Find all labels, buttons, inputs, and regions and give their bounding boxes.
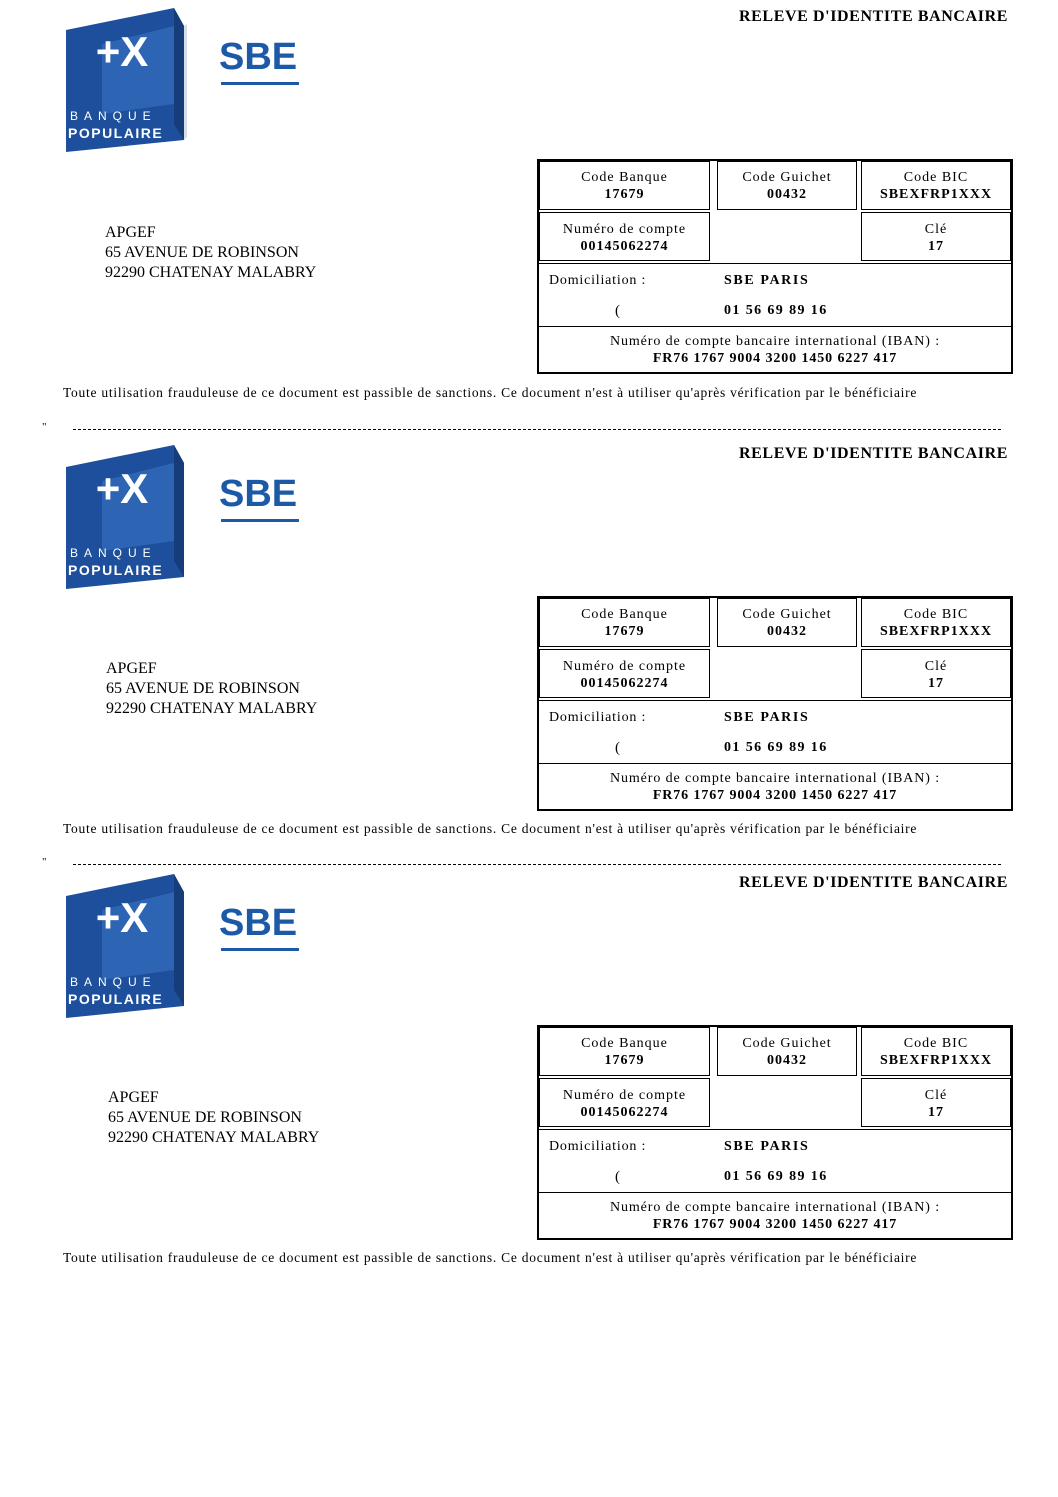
numero-compte-label: Numéro de compte bbox=[562, 1088, 687, 1103]
iban-cell bbox=[539, 770, 1011, 804]
phone-symbol: ( bbox=[615, 1169, 620, 1185]
phone-symbol: ( bbox=[615, 740, 620, 756]
document-title: RELEVE D'IDENTITE BANCAIRE bbox=[739, 8, 1008, 25]
code-guichet-value: 00432 bbox=[767, 187, 807, 202]
iban-label: Numéro de compte bancaire international (IBAN) : bbox=[609, 771, 941, 786]
cle-value: 17 bbox=[928, 676, 944, 691]
domiciliation-label: Domiciliation : bbox=[549, 710, 647, 725]
code-banque-cell bbox=[539, 1027, 710, 1076]
scissors-mark: " bbox=[42, 421, 47, 433]
code-bic-label: Code BIC bbox=[903, 607, 969, 622]
code-guichet-value: 00432 bbox=[767, 624, 807, 639]
document-title: RELEVE D'IDENTITE BANCAIRE bbox=[739, 445, 1008, 462]
domiciliation-value: SBE PARIS bbox=[724, 710, 810, 725]
code-guichet-value: 00432 bbox=[767, 1053, 807, 1068]
table-divider bbox=[539, 326, 1011, 327]
cle-label: Clé bbox=[924, 1088, 948, 1103]
code-bic-value: SBEXFRP1XXX bbox=[879, 1053, 993, 1068]
cle-cell bbox=[861, 649, 1011, 698]
rib-block-3 bbox=[0, 866, 1058, 1286]
numero-compte-value: 00145062274 bbox=[580, 676, 669, 691]
svg-text:BANQUE: BANQUE bbox=[70, 975, 157, 989]
rib-block-1 bbox=[0, 0, 1058, 420]
rib-block-2 bbox=[0, 437, 1058, 857]
domiciliation-value: SBE PARIS bbox=[724, 273, 810, 288]
code-guichet-cell bbox=[717, 161, 857, 210]
iban-label: Numéro de compte bancaire international (IBAN) : bbox=[609, 1200, 941, 1215]
code-bic-value: SBEXFRP1XXX bbox=[879, 624, 993, 639]
code-bic-cell bbox=[861, 161, 1011, 210]
code-banque-label: Code Banque bbox=[581, 607, 668, 622]
holder-address-line1: 65 AVENUE DE ROBINSON bbox=[106, 680, 300, 697]
document-title: RELEVE D'IDENTITE BANCAIRE bbox=[739, 874, 1008, 891]
svg-text:+X: +X bbox=[95, 28, 149, 75]
cle-cell bbox=[861, 212, 1011, 261]
cle-value: 17 bbox=[928, 1105, 944, 1120]
phone-number: 01 56 69 89 16 bbox=[724, 740, 828, 755]
code-banque-value: 17679 bbox=[604, 187, 645, 202]
holder-address-line1: 65 AVENUE DE ROBINSON bbox=[105, 244, 299, 261]
iban-label: Numéro de compte bancaire international (IBAN) : bbox=[609, 334, 941, 349]
brand-underline bbox=[221, 82, 299, 85]
sbe-brand: SBE bbox=[219, 36, 298, 78]
iban-cell bbox=[539, 333, 1011, 367]
cle-label: Clé bbox=[924, 659, 948, 674]
code-bic-cell bbox=[861, 598, 1011, 647]
brand-underline bbox=[221, 948, 299, 951]
holder-address bbox=[108, 1088, 319, 1148]
cle-cell bbox=[861, 1078, 1011, 1127]
banque-populaire-logo bbox=[62, 4, 187, 154]
numero-compte-label: Numéro de compte bbox=[562, 659, 687, 674]
dashed-line bbox=[73, 429, 1001, 430]
holder-name: APGEF bbox=[108, 1089, 159, 1106]
numero-compte-value: 00145062274 bbox=[580, 1105, 669, 1120]
svg-text:BANQUE: BANQUE bbox=[70, 546, 157, 560]
domiciliation-label: Domiciliation : bbox=[549, 273, 647, 288]
code-bic-label: Code BIC bbox=[903, 170, 969, 185]
code-guichet-label: Code Guichet bbox=[742, 170, 832, 185]
numero-compte-cell bbox=[539, 212, 710, 261]
phone-symbol: ( bbox=[615, 303, 620, 319]
svg-text:BANQUE: BANQUE bbox=[70, 109, 157, 123]
holder-address-line2: 92290 CHATENAY MALABRY bbox=[108, 1129, 320, 1146]
scissors-mark: " bbox=[42, 856, 47, 868]
holder-address-line2: 92290 CHATENAY MALABRY bbox=[105, 264, 317, 281]
bank-details-table bbox=[537, 1025, 1013, 1240]
holder-address-line2: 92290 CHATENAY MALABRY bbox=[106, 700, 318, 717]
bank-details-table bbox=[537, 159, 1013, 374]
table-divider bbox=[539, 763, 1011, 764]
bank-details-table bbox=[537, 596, 1013, 811]
holder-address-line1: 65 AVENUE DE ROBINSON bbox=[108, 1109, 302, 1126]
svg-text:POPULAIRE: POPULAIRE bbox=[68, 991, 164, 1007]
table-divider bbox=[539, 263, 1011, 264]
iban-value: FR76 1767 9004 3200 1450 6227 417 bbox=[652, 788, 898, 803]
domiciliation-label: Domiciliation : bbox=[549, 1139, 647, 1154]
dashed-line bbox=[73, 864, 1001, 865]
code-guichet-cell bbox=[717, 1027, 857, 1076]
holder-name: APGEF bbox=[106, 660, 157, 677]
code-banque-value: 17679 bbox=[604, 1053, 645, 1068]
cle-value: 17 bbox=[928, 239, 944, 254]
table-divider bbox=[539, 1129, 1011, 1130]
numero-compte-value: 00145062274 bbox=[580, 239, 669, 254]
cle-label: Clé bbox=[924, 222, 948, 237]
numero-compte-cell bbox=[539, 1078, 710, 1127]
numero-compte-label: Numéro de compte bbox=[562, 222, 687, 237]
banque-populaire-logo bbox=[62, 870, 187, 1020]
code-banque-value: 17679 bbox=[604, 624, 645, 639]
holder-address bbox=[105, 223, 316, 283]
table-divider bbox=[539, 700, 1011, 701]
code-bic-value: SBEXFRP1XXX bbox=[879, 187, 993, 202]
phone-number: 01 56 69 89 16 bbox=[724, 1169, 828, 1184]
svg-text:POPULAIRE: POPULAIRE bbox=[68, 562, 164, 578]
svg-text:+X: +X bbox=[95, 465, 149, 512]
code-bic-label: Code BIC bbox=[903, 1036, 969, 1051]
domiciliation-value: SBE PARIS bbox=[724, 1139, 810, 1154]
holder-address bbox=[106, 659, 317, 719]
code-bic-cell bbox=[861, 1027, 1011, 1076]
brand-underline bbox=[221, 519, 299, 522]
phone-number: 01 56 69 89 16 bbox=[724, 303, 828, 318]
table-divider bbox=[539, 1192, 1011, 1193]
iban-value: FR76 1767 9004 3200 1450 6227 417 bbox=[652, 1217, 898, 1232]
code-banque-label: Code Banque bbox=[581, 170, 668, 185]
cut-separator bbox=[42, 421, 1002, 435]
sbe-brand: SBE bbox=[219, 902, 298, 944]
code-banque-cell bbox=[539, 598, 710, 647]
code-banque-cell bbox=[539, 161, 710, 210]
numero-compte-cell bbox=[539, 649, 710, 698]
svg-text:+X: +X bbox=[95, 894, 149, 941]
fraud-warning: Toute utilisation frauduleuse de ce document est passible de sanctions. Ce document n'est à utiliser qu'après vérification par le bénéficiaire bbox=[63, 385, 918, 400]
banque-populaire-logo bbox=[62, 441, 187, 591]
iban-cell bbox=[539, 1199, 1011, 1233]
code-guichet-label: Code Guichet bbox=[742, 607, 832, 622]
code-banque-label: Code Banque bbox=[581, 1036, 668, 1051]
sbe-brand: SBE bbox=[219, 473, 298, 515]
fraud-warning: Toute utilisation frauduleuse de ce document est passible de sanctions. Ce document n'est à utiliser qu'après vérification par le bénéficiaire bbox=[63, 821, 918, 836]
fraud-warning: Toute utilisation frauduleuse de ce document est passible de sanctions. Ce document n'est à utiliser qu'après vérification par le bénéficiaire bbox=[63, 1250, 918, 1265]
holder-name: APGEF bbox=[105, 224, 156, 241]
svg-text:POPULAIRE: POPULAIRE bbox=[68, 125, 164, 141]
iban-value: FR76 1767 9004 3200 1450 6227 417 bbox=[652, 351, 898, 366]
code-guichet-label: Code Guichet bbox=[742, 1036, 832, 1051]
code-guichet-cell bbox=[717, 598, 857, 647]
